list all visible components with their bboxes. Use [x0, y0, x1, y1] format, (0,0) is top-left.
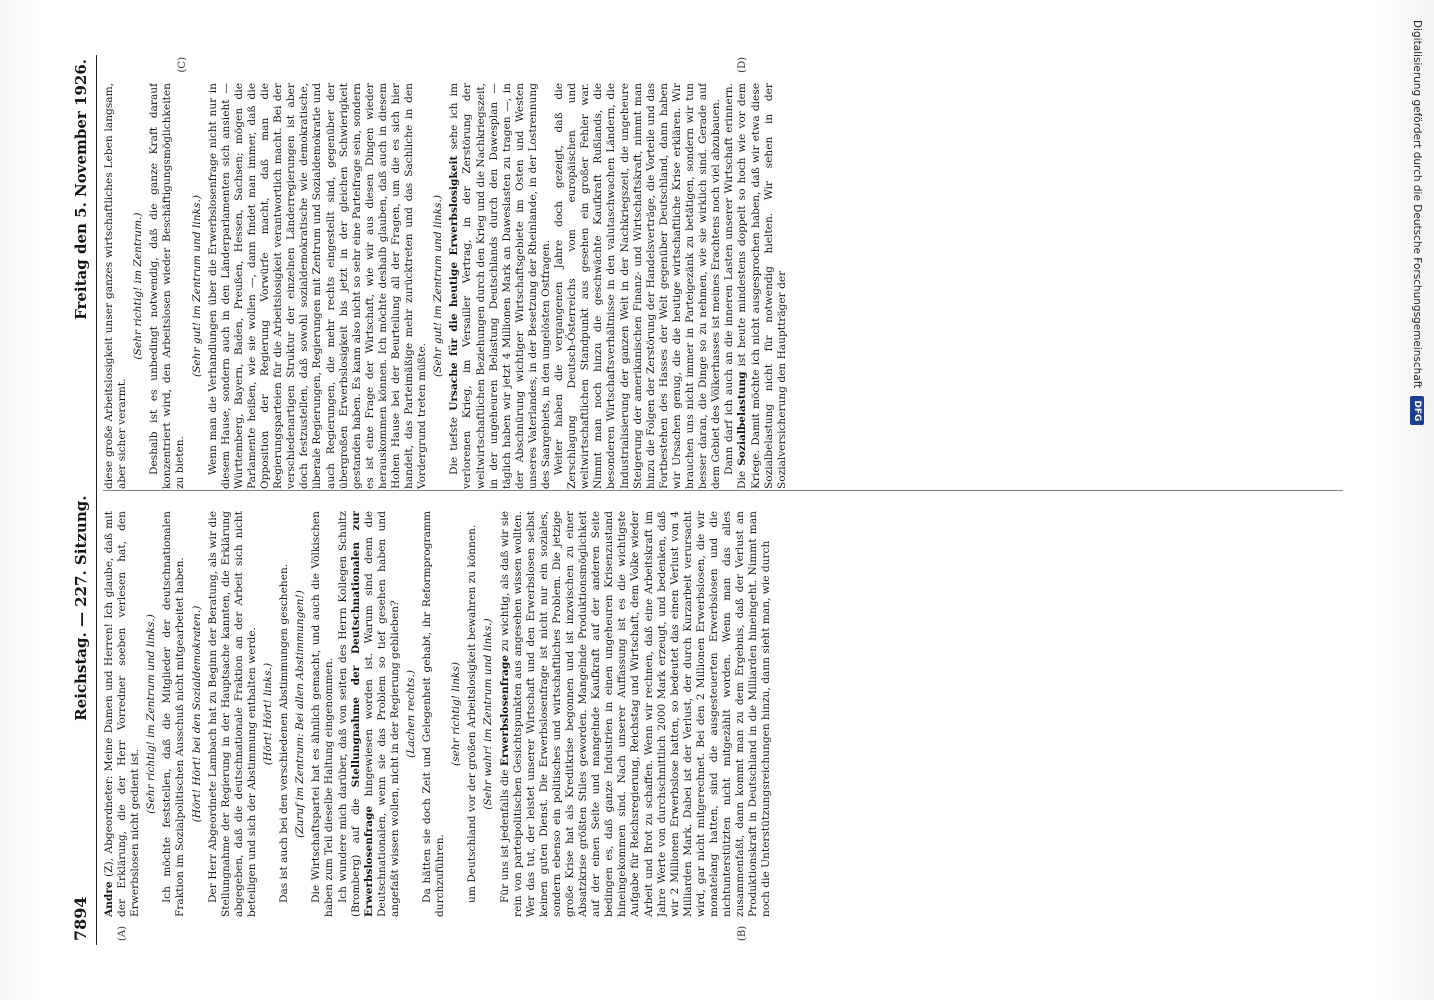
session-title: Reichstag. — 227. Sitzung. — [72, 495, 90, 721]
interjection: (Sehr richtig! im Zentrum und links.) — [145, 614, 158, 814]
paragraph: Da hätten sie doch Zeit und Gelegenheit gehabt, ihr Reformprogramm durchzuführen. — [421, 511, 447, 917]
paragraph: diese große Arbeitslosigkeit unser ganzes wirtschaftliches Leben langsam, aber sicher verarmt. — [103, 83, 129, 489]
text-column-left — [103, 511, 1343, 917]
text-columns — [97, 55, 1343, 945]
interjection: (sehr richtig! links) — [450, 662, 463, 766]
interjection: (Sehr gut! im Zentrum und links.) — [432, 195, 445, 377]
column-divider — [103, 490, 1343, 491]
date-title: Freitag den 5. November 1926. — [72, 59, 90, 320]
text-column-right — [103, 83, 1343, 489]
interjection: (Zuruf im Zentrum: Bei allen Abstimmungen!) — [294, 590, 307, 838]
page-number: 7894 — [71, 896, 90, 941]
interjection: (Hört! Hört! bei den Sozialdemokraten.) — [190, 605, 203, 823]
digitization-credit — [1402, 20, 1432, 980]
interjection: (Lachen rechts.) — [404, 670, 417, 758]
interjection: (Sehr richtig! im Zentrum.) — [132, 212, 145, 360]
paragraph: Die tiefste Ursache für die heutige Erwerbslosigkeit sehe ich im verlorenen Krieg, im Versailler Vertrag, in der Zerstörung der weltwirtschaftlichen Beziehungen durch den Krieg und die Nachkriegszeit, in der ungeheuren Belastung Deutschlands durch den Dawesplan — täglich haben wir jetzt 4 Millionen Mark an Daweslasten zu tragen —, in der Abschnürung wichtiger Wirtschaftsgebiete im Osten und Westen unseres Vaterlandes, in der Besetzung der Rheinlande, in der Lostrennung des Saargebiets, in den ungelösten Ostfragen. — [448, 83, 552, 489]
credit-text: Digitalisierung gefördert durch die Deutsche Forschungsgemeinschaft — [1411, 20, 1423, 389]
dfg-logo: DFG — [1410, 396, 1424, 425]
paragraph: um Deutschland vor der großen Arbeitslosigkeit bewahren zu können. — [466, 524, 479, 903]
paragraph: Für uns ist jedenfalls die Erwerbslosenfrage zu wichtig, als daß wir sie rein von parteipolitischen Gesichtspunkten aus angesehen wissen wollten. Wer das tut, der leistet unserer Wirtschaft und den Erwerbslosen selbst keinen guten Dienst. Die Erwerbslosenfrage ist nicht nur ein soziales, sondern ebenso ein politisches und wirtschaftliches Problem. Die jetzige große Krise hat als Kreditkrise begonnen und ist inzwischen zu einer Absatzkrise größten Stiles geworden. Mangelnde Produktionsmöglichkeit auf der einen Seite und mangelnde Kaufkraft auf der anderen Seite bedingen es, daß ganze Industrien in einen ungeheuren Krisenzustand hineingekommen sind. Nach unserer Auffassung ist es die wichtigste Aufgabe für Reichsregierung, Reichstag und Wirtschaft, dem Volke wieder Arbeit und Brot zu schaffen. Wenn wir rechnen, daß eine Arbeitskraft im Jahre Werte von durchschnittlich 2000 Mark erzeugt, und bedenken, daß wir 2 Millionen Erwerbslose hatten, so bedeutet das einen Verlust von 4 Milliarden Mark. Dabei ist der Verlust, der durch Kurzarbeit verursacht wird, gar nicht mitgerechnet. Bei den 2 Millionen Erwerbslosen, die wir monatelang hatten, sind die ausgesteuerten Erwerbslosen und die nichtunterstützten nicht mitgezählt worden. Wenn man das alles zusammenfaßt, dann kommt man zu dem Ergebnis, daß der Verlust an Produktionskraft in Deutschland in die Milliarden hineingeht. Nimmt man noch die Unterstützungsreichungen hinzu, dann sieht man, wie durch — [498, 511, 773, 917]
margin-marker-b: (B) — [737, 925, 748, 941]
running-head — [71, 55, 97, 945]
paragraph: Deshalb ist es unbedingt notwendig, daß die ganze Kraft darauf konzentriert wird, den Arbeitslosen wieder Beschäftigungsmöglichkeiten zu bieten. — [148, 83, 187, 489]
paragraph: Wenn man die Verhandlungen über die Erwerbslosenfrage nicht nur in diesem Hause, sondern auch in den Länderparlamenten sich ansieht — Württemberg, Bayern, Baden, Preußen, Hessen, Sachsen; mögen die Parlamente heißen, wie sie wollen —, dann findet man immer, daß die Opposition der Regierung Vorwürfe macht, daß man die Regierungsparteien für die Arbeitslosigkeit verantwortlich macht. Bei der verschiedenartigen Struktur der einzelnen Länderregierungen ist aber doch festzustellen, daß sowohl sozialdemokratische wie demokratische, liberale Regierungen, Regierungen mit Zentrum und Sozialdemokratie und auch Regierungen, die mehr rechts eingestellt sind, gegenüber der übergroßen Erwerbslosigkeit bis jetzt in der gleichen Schwierigkeit gestanden haben. Es kann also nicht so sehr eine Parteifrage sein, sondern es ist eine Frage der Wirtschaft, wie wir aus diesen Dingen wieder herauskommen können. Ich möchte deshalb glauben, daß auch in diesem Hohen Hause bei der Beurteilung all der Fragen, um die es sich hier handelt, das Parteimäßige mehr zurücktreten und das Sachliche in den Vordergrund treten müßte. — [206, 83, 429, 489]
interjection: (Hört! Hört! links.) — [262, 662, 275, 766]
paragraph: Ich möchte feststellen, daß die Mitglieder der deutschnationalen Fraktion im Sozialpolitischen Ausschuß nicht mitgearbeitet haben. — [161, 511, 187, 917]
paragraph: Der Herr Abgeordnete Lambach hat zu Beginn der Beratung, als wir die Stellungnahme der Regierung in der Hauptsache kannten, die Erklärung abgegeben, daß die deutschnationale Fraktion an der Arbeit sich nicht beteiligen und sich der Abstimmung enthalten werde. — [206, 511, 258, 917]
interjection: (Sehr wahr! im Zentrum und links.) — [482, 618, 495, 810]
interjection: (Sehr gut! im Zentrum und links.) — [190, 195, 203, 377]
paragraph: Dann darf ich auch an die inneren Lasten unserer Wirtschaft erinnern. Die Sozialbelastung ist heute mindestens doppelt so hoch wie vor dem Kriege. Damit möchte ich nicht ausgesprochen haben, daß wir etwa diese Sozialbelastung nicht für notwendig hielten. Wir sehen in der Sozialversicherung den Hauptträger der — [723, 83, 788, 489]
margin-marker-c: (C) — [177, 57, 188, 73]
paragraph: Die Wirtschaftspartei hat es ähnlich gemacht, und auch die Völkischen haben zum Teil dieselbe Haltung eingenommen. — [310, 511, 336, 917]
margin-marker-d: (D) — [737, 57, 748, 73]
paragraph: Andre (Z), Abgeordneter: Meine Damen und Herren! Ich glaube, daß mit der Erklärung, die der Herr Vorredner soeben verlesen hat, den Erwerbslosen nicht gedient ist. — [103, 511, 142, 917]
paragraph: Das ist auch bei den verschiedenen Abstimmungen geschehen. — [278, 563, 291, 903]
margin-marker-a: (A) — [117, 925, 128, 941]
document-sheet — [67, 45, 1367, 955]
paragraph: Ich wundere mich darüber, daß von seiten des Herrn Kollegen Schultz (Bromberg) auf die Stellungnahme der Deutschnationalen zur Erwerbslosenfrage hingewiesen worden ist. Warum sind denn die Deutschnationalen, wenn sie das Problem so tief gesehen haben und angefaßt wissen wollen, nicht in der Regierung geblieben? — [336, 511, 401, 917]
paragraph: Weiter haben die vergangenen Jahre doch gezeigt, daß die Zerschlagung Deutsch-Österreichs vom europäischen und weltwirtschaftlichen Standpunkt aus gesehen ein großer Fehler war. Nimmt man noch hinzu die geschwächte Kaufkraft Rußlands, die besonderen Wirtschaftsverhältnisse in den valutaschwachen Ländern, die Industrialisierung der ganzen Welt in der Nachkriegszeit, die ungeheure Steigerung der amerikanischen Finanz- und Wirtschaftskraft, nimmt man hinzu die Folgen der Zerstörung der Handelsverträge, die Vorteile und das Fortbestehen des Hasses der Welt gegenüber Deutschland, dann haben wir Ursachen genug, die die heutige wirtschaftliche Krise erklären. Wir brauchen uns nicht immer in Parteigezänk zu betätigen, sondern wir tun besser daran, die Dinge so zu nehmen, wie sie wirklich sind. Gerade auf dem Gebiet des Völkerhasses ist meines Erachtens noch viel abzubauen. — [553, 83, 723, 489]
